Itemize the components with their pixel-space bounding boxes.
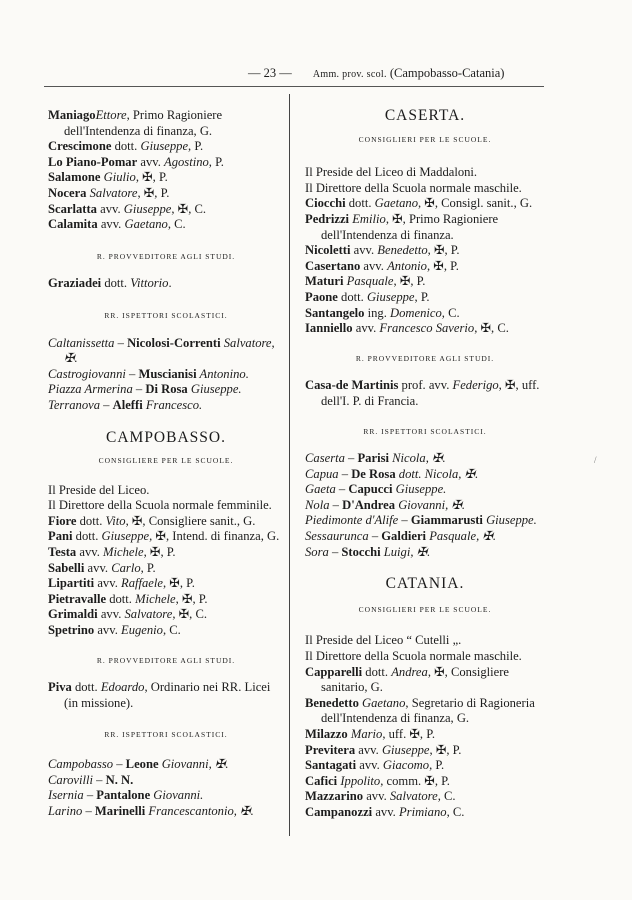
person-title: dott. xyxy=(72,529,102,544)
person-details: , P. xyxy=(414,289,430,304)
list-item xyxy=(48,202,284,218)
person-details: . xyxy=(168,276,172,291)
dash: – xyxy=(344,451,358,466)
person-given-name: Salvatore xyxy=(89,185,138,200)
list-item xyxy=(305,529,545,545)
district-name: Nola xyxy=(305,497,330,512)
campobasso-entries xyxy=(48,514,284,639)
list-item xyxy=(48,757,284,773)
person-surname: Marinelli xyxy=(94,803,146,818)
person-given-name: Nicola, ✠. xyxy=(388,451,446,466)
list-item xyxy=(305,196,545,212)
person-given-name: Giovanni, ✠. xyxy=(158,757,229,771)
person-surname: Ianniello xyxy=(305,321,353,336)
person-given-name: Giuseppe xyxy=(123,201,172,216)
dash: – xyxy=(100,397,113,412)
person-given-name: Giacomo xyxy=(382,758,430,773)
person-given-name: Francescantonio, ✠. xyxy=(145,803,254,818)
list-item xyxy=(305,513,545,529)
dash: – xyxy=(132,382,146,397)
person-surname: Pantalone xyxy=(96,788,151,803)
person-details: , Primo Ragioniere dell'Intendenza di finanza, G. xyxy=(64,108,223,138)
person-details: , ✠, P. xyxy=(427,243,460,258)
person-given-name: Luigi, ✠. xyxy=(380,544,431,559)
list-item xyxy=(305,451,545,467)
ispettori-label-caserta: RR. ISPETTORI SCOLASTICI. xyxy=(363,426,487,436)
person-given-name: Giuseppe xyxy=(101,529,150,544)
list-item xyxy=(48,155,284,171)
left-column xyxy=(48,108,284,819)
list-item xyxy=(48,108,284,139)
person-given-name: Giuseppe xyxy=(140,139,189,154)
district-name: Gaeta xyxy=(305,482,336,497)
person-given-name: Eugenio xyxy=(121,623,163,638)
person-given-name: Giovanni, ✠. xyxy=(395,497,466,512)
left-provveditore xyxy=(48,276,284,292)
dash: – xyxy=(113,757,126,771)
person-surname: Previtera xyxy=(305,742,356,757)
person-given-name: Domenico xyxy=(390,305,442,320)
person-surname: Aleffi xyxy=(112,397,143,412)
person-surname: Santangelo xyxy=(305,305,365,320)
right-column xyxy=(305,108,545,821)
person-given-name: Michele xyxy=(103,545,144,560)
list-item xyxy=(305,467,545,483)
person-surname: Di Rosa xyxy=(145,382,188,397)
section-title-catania: CATANIA. xyxy=(385,575,465,593)
list-item xyxy=(305,378,545,409)
list-item xyxy=(305,306,545,322)
person-details: , ✠, P. xyxy=(393,274,426,289)
person-details: , ✠, C. xyxy=(171,201,207,216)
person-title: avv. xyxy=(360,258,388,273)
person-title: avv. xyxy=(76,545,104,560)
list-item xyxy=(48,804,284,820)
person-surname: Grimaldi xyxy=(48,607,98,622)
list-item xyxy=(305,789,545,805)
person-surname: Leone xyxy=(125,757,159,771)
district-name: Piedimonte d'Alife xyxy=(305,513,399,528)
person-surname: N. N. xyxy=(105,772,134,787)
page-number: — 23 — xyxy=(248,66,292,80)
person-surname: Nocera xyxy=(48,185,87,200)
person-title: dott. xyxy=(76,513,106,528)
person-title: dott. xyxy=(337,289,367,304)
person-surname: Paone xyxy=(305,289,338,304)
person-given-name: Pasquale, ✠. xyxy=(426,529,497,544)
dash: – xyxy=(93,772,106,787)
left-top-entries xyxy=(48,108,284,233)
person-surname: Calamita xyxy=(48,217,98,232)
person-surname: Crescimone xyxy=(48,139,112,154)
provveditore-label: R. PROVVEDITORE AGLI STUDI. xyxy=(96,251,236,261)
list-item xyxy=(48,773,284,789)
person-title: avv. xyxy=(372,804,399,819)
person-surname: Giammarusti xyxy=(410,513,483,528)
district-name: Castrogiovanni xyxy=(48,366,126,381)
list-item xyxy=(305,727,545,743)
list-item xyxy=(48,276,284,292)
district-name: Capua xyxy=(305,466,339,481)
person-given-name: Giuseppe xyxy=(366,289,415,304)
person-surname: Nicolosi-Correnti xyxy=(127,335,221,350)
dash: – xyxy=(398,513,411,528)
person-details: , ✠, Intend. di finanza, G. xyxy=(149,529,280,544)
person-given-name: Ettore xyxy=(95,108,127,122)
person-surname: Capparelli xyxy=(305,664,363,679)
person-given-name: Andrea xyxy=(391,664,428,679)
person-given-name: Vito xyxy=(105,513,126,528)
caserta-plain-entries xyxy=(305,165,545,196)
person-given-name: Agostino xyxy=(164,154,209,169)
running-title xyxy=(313,66,505,81)
ispettori-label: RR. ISPETTORI SCOLASTICI. xyxy=(104,310,228,320)
person-details: , ✠, uff. dell'I. P. di Francia. xyxy=(321,378,540,408)
person-surname: Spetrino xyxy=(48,623,95,638)
person-surname: Nicoletti xyxy=(305,243,351,258)
person-given-name: Raffaele xyxy=(121,576,163,591)
person-surname: De Rosa xyxy=(351,466,396,481)
person-title: avv. xyxy=(97,217,125,232)
campobasso-plain-entries xyxy=(48,483,284,514)
person-surname: Pedrizzi xyxy=(305,211,350,226)
consiglieri-label-catania: CONSIGLIERI PER LE SCUOLE. xyxy=(358,604,492,614)
person-title: dott. xyxy=(345,196,375,211)
person-details: , ✠, P. xyxy=(429,742,462,757)
list-item xyxy=(48,576,284,592)
person-surname: D'Andrea xyxy=(342,497,396,512)
person-given-name: Antonio xyxy=(387,258,427,273)
list-item xyxy=(305,259,545,275)
dash: – xyxy=(125,366,139,381)
list-item xyxy=(48,186,284,202)
person-given-name: Carlo xyxy=(111,560,141,575)
person-details: , ✠, C. xyxy=(474,321,509,336)
person-surname: Campanozzi xyxy=(305,804,373,819)
dash: – xyxy=(328,544,342,559)
person-title: dott. xyxy=(71,680,101,695)
margin-mark: / xyxy=(594,455,597,465)
district-name: Campobasso xyxy=(48,757,114,771)
person-details: , ✠, Consigliere sanitario, G. xyxy=(321,664,510,695)
person-surname: Lipartiti xyxy=(48,576,95,591)
person-surname: Milazzo xyxy=(305,727,348,741)
person-details: , C. xyxy=(167,217,186,232)
list-item: Il Preside del Liceo. xyxy=(48,482,150,497)
list-item xyxy=(48,217,284,233)
person-given-name: Mario xyxy=(350,727,383,741)
person-surname: Ciocchi xyxy=(305,196,346,211)
person-details: , ✠, P. xyxy=(162,576,195,591)
person-surname: Pietravalle xyxy=(48,591,107,606)
person-surname: Piva xyxy=(48,680,72,695)
person-details: , ✠, Primo Ragioniere dell'Intendenza di finanza. xyxy=(321,211,499,242)
caserta-entries xyxy=(305,196,545,336)
left-ispettori xyxy=(48,336,284,414)
district-name: Carovilli xyxy=(48,772,94,787)
person-surname: Scarlatta xyxy=(48,201,97,216)
district-name: Piazza Armerina xyxy=(48,382,133,397)
campobasso-ispettori xyxy=(48,757,284,819)
list-item xyxy=(48,545,284,561)
person-surname: Sabelli xyxy=(48,560,85,575)
person-surname: Benedetto xyxy=(305,695,359,710)
catania-entries xyxy=(305,665,545,821)
section-title-caserta: CASERTA. xyxy=(384,107,466,124)
list-item xyxy=(48,367,284,383)
person-details: , ✠, P. xyxy=(426,258,459,273)
district-name: Larino xyxy=(48,803,83,818)
list-item xyxy=(305,290,545,306)
list-item xyxy=(48,561,284,577)
list-item xyxy=(305,274,545,290)
section-title-campobasso: CAMPOBASSO. xyxy=(106,428,226,446)
person-given-name: Federigo xyxy=(452,378,499,393)
list-item: Il Preside del Liceo di Maddaloni. xyxy=(305,165,478,180)
district-name: Sora xyxy=(305,544,329,559)
catania-plain-entries xyxy=(305,633,545,664)
person-given-name: Francesco Saverio xyxy=(379,321,475,336)
list-item xyxy=(48,529,284,545)
person-surname: Santagati xyxy=(305,758,357,773)
person-given-name: Emilio xyxy=(352,211,386,226)
person-title: dott. xyxy=(101,276,131,291)
person-title: ing. xyxy=(364,305,391,320)
person-details: , ✠, P. xyxy=(143,545,176,560)
person-given-name: Giovanni. xyxy=(150,788,204,803)
person-details: , P. xyxy=(208,154,224,169)
person-title: avv. xyxy=(350,243,378,258)
list-item xyxy=(48,607,284,623)
person-given-name: Giuseppe xyxy=(381,742,430,757)
person-surname: Maturi xyxy=(305,274,344,289)
person-surname: Mazzarino xyxy=(305,789,364,804)
person-given-name: Primiano xyxy=(398,804,447,819)
dash: – xyxy=(114,335,128,350)
consiglieri-label-campobasso: CONSIGLIERE PER LE SCUOLE. xyxy=(98,456,234,466)
dash: – xyxy=(82,803,95,818)
person-surname: Capucci xyxy=(348,482,393,497)
person-given-name: Michele xyxy=(135,591,176,606)
person-details: , P. xyxy=(140,560,156,575)
dash: – xyxy=(335,482,349,497)
person-given-name: Antonino. xyxy=(196,366,249,381)
person-given-name: Salvatore xyxy=(389,789,438,804)
person-given-name: Pasquale xyxy=(346,274,394,289)
person-given-name: Salvatore xyxy=(124,607,173,622)
person-details: , ✠, Consigliere sanit., G. xyxy=(125,513,256,528)
list-item xyxy=(48,139,284,155)
district-name: Caltanissetta xyxy=(48,335,115,350)
person-surname: Maniago xyxy=(48,108,96,122)
person-surname: Fiore xyxy=(48,513,77,528)
person-given-name: Gaetano xyxy=(362,695,406,710)
list-item: Il Direttore della Scuola normale femminile. xyxy=(48,498,272,513)
list-item: Il Preside del Liceo “ Cutelli „. xyxy=(305,633,462,648)
person-title: dott. xyxy=(106,591,136,606)
person-given-name: Gaetano xyxy=(374,196,418,211)
list-item xyxy=(48,514,284,530)
list-item xyxy=(305,805,545,821)
person-details: , P. xyxy=(429,758,445,773)
list-item xyxy=(48,623,284,639)
person-details: , ✠, P. xyxy=(135,170,168,185)
person-surname: Pani xyxy=(48,529,73,544)
person-details: , comm. ✠, P. xyxy=(380,773,450,788)
person-given-name: Salvatore, ✠. xyxy=(64,335,275,366)
person-title: avv. xyxy=(363,789,390,804)
consiglieri-label-caserta: CONSIGLIERI PER LE SCUOLE. xyxy=(358,134,492,144)
person-given-name: Edoardo xyxy=(100,680,145,695)
list-item xyxy=(305,212,545,243)
dash: – xyxy=(368,529,382,544)
list-item xyxy=(48,398,284,414)
caserta-ispettori xyxy=(305,451,545,560)
person-title: avv. xyxy=(94,576,121,591)
list-item xyxy=(305,696,545,727)
list-item xyxy=(305,482,545,498)
person-details: , C. xyxy=(446,804,465,819)
district-name: Terranova xyxy=(48,397,101,412)
list-item xyxy=(305,545,545,561)
person-given-name: Ippolito xyxy=(340,773,381,788)
list-item: Il Direttore della Scuola normale maschile. xyxy=(305,180,522,195)
person-title: avv. xyxy=(356,758,383,773)
person-details: , C. xyxy=(437,789,456,804)
list-item xyxy=(305,243,545,259)
list-item xyxy=(48,170,284,186)
person-details: , uff. ✠, P. xyxy=(382,727,435,741)
list-item xyxy=(305,774,545,790)
person-details: , Ordinario nei RR. Licei (in missione). xyxy=(64,680,271,710)
person-title: avv. xyxy=(137,154,165,169)
person-surname: Stocchi xyxy=(341,544,381,559)
header-rule xyxy=(44,86,544,87)
ispettori-label-campobasso: RR. ISPETTORI SCOLASTICI. xyxy=(104,730,228,740)
person-details: , ✠, C. xyxy=(172,607,208,622)
list-item xyxy=(48,680,284,711)
list-item xyxy=(305,743,545,759)
list-item xyxy=(305,758,545,774)
campobasso-provveditore xyxy=(48,680,284,711)
person-title: avv. xyxy=(355,742,382,757)
person-details: , ✠, P. xyxy=(175,591,208,606)
caserta-provveditore xyxy=(305,378,545,409)
list-item xyxy=(48,382,284,398)
list-item xyxy=(48,788,284,804)
column-divider xyxy=(289,94,290,836)
dash: – xyxy=(329,497,343,512)
provveditore-label-caserta: R. PROVVEDITORE AGLI STUDI. xyxy=(355,353,495,363)
person-surname: Salamone xyxy=(48,170,101,185)
person-given-name: Giuseppe. xyxy=(187,382,242,397)
person-details: , C. xyxy=(162,623,181,638)
person-surname: Casa-de Martinis xyxy=(305,378,399,393)
person-surname: Testa xyxy=(48,545,77,560)
list-item xyxy=(305,665,545,696)
person-title: avv. xyxy=(96,201,124,216)
person-surname: Parisi xyxy=(357,451,389,466)
person-title: avv. xyxy=(94,623,121,638)
person-given-name: dott. Nicola, ✠. xyxy=(395,466,479,481)
person-given-name: Benedetto xyxy=(377,243,428,258)
person-given-name: Giuseppe. xyxy=(482,513,537,528)
person-surname: Cafici xyxy=(305,773,338,788)
person-given-name: Giuseppe. xyxy=(392,482,447,497)
running-title-text: Amm. prov. scol. xyxy=(312,69,387,80)
person-details: , P. xyxy=(188,139,204,154)
person-title: prof. avv. xyxy=(398,378,453,393)
person-title: avv. xyxy=(352,321,380,336)
person-surname: Lo Piano-Pomar xyxy=(48,154,138,169)
person-title: dott. xyxy=(362,664,392,679)
person-details: , Segretario di Ragioneria dell'Intendenza di finanza, G. xyxy=(321,695,535,726)
dash: – xyxy=(83,788,97,803)
person-title: avv. xyxy=(97,607,125,622)
person-surname: Graziadei xyxy=(48,276,102,291)
list-item xyxy=(305,498,545,514)
district-name: Isernia xyxy=(48,788,84,803)
district-name: Sessaurunca xyxy=(305,529,369,544)
list-item: Il Direttore della Scuola normale maschile. xyxy=(305,649,522,664)
person-title: dott. xyxy=(111,139,141,154)
provveditore-label-campobasso: R. PROVVEDITORE AGLI STUDI. xyxy=(96,655,236,665)
person-details: , ✠, Consigl. sanit., G. xyxy=(418,196,533,211)
list-item xyxy=(305,321,545,337)
district-name: Caserta xyxy=(305,451,345,466)
person-details: , C. xyxy=(441,305,460,320)
person-given-name: Giulio xyxy=(103,170,136,185)
person-given-name: Gaetano xyxy=(124,217,168,232)
person-details: , ✠, P. xyxy=(137,185,170,200)
list-item xyxy=(48,336,284,367)
person-surname: Casertano xyxy=(305,258,361,273)
page-header xyxy=(248,66,632,81)
person-surname: Muscianisi xyxy=(138,366,197,381)
list-item xyxy=(48,592,284,608)
person-title: avv. xyxy=(84,560,112,575)
running-region: (Campobasso-Catania) xyxy=(389,66,505,80)
person-surname: Galdieri xyxy=(381,529,427,544)
person-given-name: Vittorio xyxy=(130,276,169,291)
person-given-name: Francesco. xyxy=(142,397,203,412)
dash: – xyxy=(338,466,352,481)
